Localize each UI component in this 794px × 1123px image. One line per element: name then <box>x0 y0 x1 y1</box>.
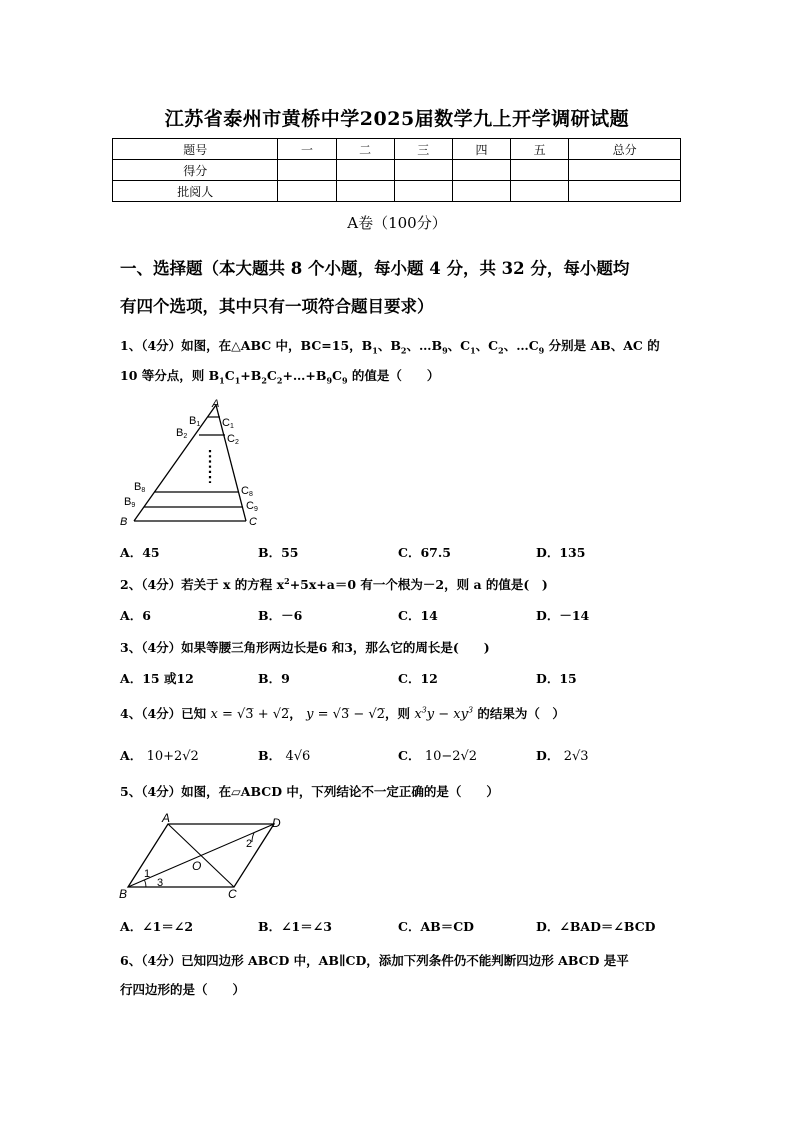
table-cell: 批阅人 <box>113 181 278 202</box>
q2-option-d[interactable]: D．－14 <box>536 608 590 623</box>
question-6-line1: 6、（4分）已知四边形 ABCD 中，AB∥CD，添加下列条件仍不能判断四边形 ABCD 是平 <box>120 953 629 968</box>
label-a: A <box>162 811 171 825</box>
table-cell: 四 <box>452 139 510 160</box>
angle-arc <box>252 833 254 842</box>
label-angle-3: 3 <box>157 877 164 889</box>
table-cell <box>569 160 681 181</box>
q1-option-b[interactable]: B．55 <box>258 545 299 560</box>
q5-option-b[interactable]: B．∠1＝∠3 <box>258 919 332 934</box>
table-cell <box>511 181 569 202</box>
question-6-line2: 行四边形的是（ ） <box>120 982 246 997</box>
section-a-heading: A卷（100分） <box>347 214 447 232</box>
label-b: B <box>120 516 128 528</box>
label-o: O <box>192 859 202 873</box>
table-cell <box>394 160 452 181</box>
label-b8: B8 <box>134 481 146 494</box>
q1-option-a[interactable]: A．45 <box>120 545 160 560</box>
angle-arc <box>145 880 147 887</box>
table-cell <box>452 181 510 202</box>
table-cell <box>511 160 569 181</box>
q1-option-c[interactable]: C．67.5 <box>398 545 451 560</box>
table-cell <box>569 181 681 202</box>
table-cell: 总分 <box>569 139 681 160</box>
label-c2: C2 <box>227 433 239 446</box>
q3-option-a[interactable]: A．15 或12 <box>120 671 194 686</box>
question-4: 4、（4分）已知 x = √3̅ + √2̅， y = √3̅ − √2̅，则 $x^3y - xy^3$ 的结果为（ ） <box>120 705 565 722</box>
label-angle-2: 2 <box>246 838 253 850</box>
q1-option-d[interactable]: D．135 <box>536 545 586 560</box>
label-a: A <box>212 398 220 410</box>
q2-option-b[interactable]: B．－6 <box>258 608 303 623</box>
q5-option-d[interactable]: D．∠BAD＝∠BCD <box>536 919 656 934</box>
label-c: C <box>228 887 237 900</box>
side-ab <box>134 405 216 521</box>
label-b: B <box>119 887 128 900</box>
q2-option-a[interactable]: A．6 <box>120 608 151 623</box>
formula-y: y <box>306 707 314 722</box>
question-1-line2: 10 等分点，则 $B_1C_1+B_2C_2+\dots+B_9C_9$ 的值是（ ） <box>120 368 440 386</box>
table-cell: 一 <box>278 139 336 160</box>
label-d: D <box>272 816 281 830</box>
question-3: 3、（4分）如果等腰三角形两边长是6 和3，那么它的周长是( ) <box>120 640 490 655</box>
table-cell <box>278 160 336 181</box>
question-2: 2、（4分）若关于 x 的方程 $x^2+5x+a=0$ 有一个根为－2，则 a 的值是( ) <box>120 575 548 592</box>
score-table <box>112 138 681 202</box>
part1-heading-line2: 有四个选项，其中只有一项符合题目要求） <box>120 297 434 316</box>
label-c: C <box>249 516 257 528</box>
label-b1: B1 <box>189 415 201 428</box>
question-1-line1: 1、（4分）如图，在△ABC 中，BC=15，$B_1$、$B_2$、$\dots B_9$、$C_1$、$C_2$、$\dots C_9$ 分别是 AB、AC 的 <box>120 338 660 356</box>
label-c1: C1 <box>222 417 234 430</box>
table-cell <box>336 160 394 181</box>
page-title: 江苏省泰州市黄桥中学2025届数学九上开学调研试题 <box>164 108 630 130</box>
formula-expression: $x^3y - xy^3$ <box>414 705 474 722</box>
q2-option-c[interactable]: C．14 <box>398 608 438 623</box>
question-5: 5、（4分）如图，在▱ABCD 中，下列结论不一定正确的是（ ） <box>120 784 499 799</box>
table-cell <box>394 181 452 202</box>
table-cell <box>278 181 336 202</box>
table-cell <box>336 181 394 202</box>
part1-heading-line1: 一、选择题（本大题共 8 个小题，每小题 4 分，共 32 分，每小题均 <box>120 259 630 278</box>
q4-option-d[interactable]: D． 2√3 <box>536 748 589 764</box>
parallelogram-figure <box>116 810 294 900</box>
table-cell: 二 <box>336 139 394 160</box>
q3-option-d[interactable]: D．15 <box>536 671 577 686</box>
diagonal-ac <box>168 824 234 887</box>
table-cell: 三 <box>394 139 452 160</box>
label-b9: B9 <box>124 496 136 509</box>
table-cell: 得分 <box>113 160 278 181</box>
triangle-figure <box>116 395 276 530</box>
score-table-row <box>113 181 681 202</box>
label-c9: C9 <box>246 500 258 513</box>
table-cell: 题号 <box>113 139 278 160</box>
table-cell: 五 <box>511 139 569 160</box>
q4-option-a[interactable]: A． 10+2√2 <box>120 748 199 764</box>
q5-option-c[interactable]: C．AB＝CD <box>398 919 475 934</box>
label-angle-1: 1 <box>144 868 151 880</box>
label-c8: C8 <box>241 485 253 498</box>
score-table-header-row <box>113 139 681 160</box>
label-b2: B2 <box>176 427 188 440</box>
score-table-row <box>113 160 681 181</box>
table-cell <box>452 160 510 181</box>
q4-option-c[interactable]: C． 10−2√2 <box>398 748 478 764</box>
q5-option-a[interactable]: A．∠1＝∠2 <box>120 919 194 934</box>
q3-option-c[interactable]: C．12 <box>398 671 438 686</box>
q3-option-b[interactable]: B．9 <box>258 671 290 686</box>
formula-x: x <box>210 707 218 722</box>
q4-option-b[interactable]: B． 4√6 <box>258 748 311 764</box>
